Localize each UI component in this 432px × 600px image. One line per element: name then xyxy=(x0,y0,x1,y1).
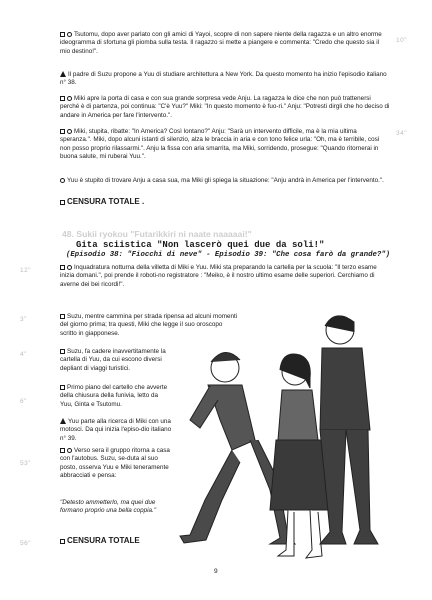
triangle-icon xyxy=(60,418,66,424)
scene-paragraph: Miki apre la porta di casa e con sua grande sorpresa vede Anju. La ragazza le dice che non può trattenersi perché è di partenza, poi continua: "C'è Yuu?" Miki: "In questo momento è fuo-ri." Anju: "Potresti dirgli che ho deciso di andare in America per fare l'intervento.". xyxy=(60,95,390,119)
timecode-marker: 53" xyxy=(20,460,32,467)
timecode-marker: 10" xyxy=(396,37,408,44)
timecode-marker: 12" xyxy=(20,267,32,274)
circle-icon xyxy=(67,32,72,37)
section-heading-japanese: 48. Sukii ryokou "Futarikkiri ni naate naaaaai!" xyxy=(62,229,252,239)
square-icon xyxy=(60,349,65,354)
scene-paragraph: Miki, stupita, ribatte: "In America? Così lontano?" Anju: "Sarà un intervento difficile, ma è la mia ultima speranza.". Miki, dopo alcuni istanti di silenzio, alza le braccia in aria e con tono felice urla: "Oh, ma è terribile, così non posso proprio rilassarmi.". Anju la fissa con aria smarrita, ma Miki, sorridendo, prosegue: "Quando ritornerai in buona salute, mi ruberai Yuu.". xyxy=(60,128,380,160)
quote-paragraph: "Detesto ammetterlo, ma quei due formano proprio una bella coppia." xyxy=(60,499,157,515)
square-icon xyxy=(60,129,65,134)
scene-paragraph: Suzu, mentre cammina per strada ripensa ad alcuni momenti del giorno prima; tra questi, Miki che legge il suo oroscopo scritto in giapponese. xyxy=(60,313,238,337)
timecode-marker: 4" xyxy=(20,351,27,358)
square-icon xyxy=(60,539,65,544)
timecode-marker: 3" xyxy=(20,316,27,323)
scene-paragraph: Suzu, fa cadere inavvertitamente la cartella di Yuu, da cui escono diversi depliant di viaggi turistici. xyxy=(60,348,166,372)
square-icon xyxy=(60,200,65,205)
character-illustration xyxy=(170,300,400,570)
square-icon xyxy=(60,265,65,270)
section-subtitle: (Episodio 38: "Fiocchi di neve" - Episodio 39: "Che cosa farò da grande?") xyxy=(66,251,391,259)
timecode-marker: 34" xyxy=(396,130,408,137)
scene-paragraph: Tsutomu, dopo aver parlato con gli amici di Yayoi, scopre di non sapere niente della ragazza e un altro enorme ideogramma di sfortuna gli piomba sulla testa. Il ragazzo si mette a piangere e commenta: "Credo che questo sia il mio destino!". xyxy=(60,31,382,55)
square-icon xyxy=(60,314,65,319)
scene-paragraph: Verso sera il gruppo ritorna a casa con l'autobus. Suzu, se-duta al suo posto, osserva Yuu e Miki teneramente abbracciati e pensa: xyxy=(60,447,170,479)
circle-icon xyxy=(67,265,72,270)
circle-icon xyxy=(67,129,72,134)
scene-paragraph: Il padre di Suzu propone a Yuu di studiare architettura a New York. Da questo momento ha inizio l'episodio italiano n° 38. xyxy=(60,71,387,87)
circle-icon xyxy=(67,96,72,101)
timecode-marker: 56" xyxy=(20,540,32,547)
scene-paragraph: Primo piano del cartello che avverte della chiusura della funivia, letto da Yuu, Ginta e Tsutomu. xyxy=(60,384,168,408)
timecode-marker: 6" xyxy=(20,398,27,405)
square-icon xyxy=(60,96,65,101)
square-icon xyxy=(60,32,65,37)
scene-paragraph: Yuu è stupito di trovare Anju a casa sua, ma Miki gli spiega la situazione: "Anju andrà in America per l'intervento.". xyxy=(60,177,390,185)
square-icon xyxy=(60,448,65,453)
scene-paragraph: Inquadratura notturna della villetta di Miki e Yuu. Miki sta preparando la cartella per la scuola: "Il terzo esame inizia domani.", poi prende il roboti-no registratore : "Meiko, è il nostro ultimo esame delle superiori. Cerchiamo di averne dei bei ricordi!". xyxy=(60,264,377,288)
scene-paragraph: Yuu parte alla ricerca di Miki con una motosci. Da qui inizia l'episo-dio italiano n° 39. xyxy=(60,418,172,442)
circle-icon xyxy=(60,178,65,183)
square-icon xyxy=(60,385,65,390)
page-number: 9 xyxy=(214,568,218,575)
triangle-icon xyxy=(60,71,66,77)
censura-label: CENSURA TOTALE xyxy=(60,537,200,545)
censura-label: CENSURA TOTALE . xyxy=(60,198,390,206)
section-title: Gita sciistica "Non lascerò quei due da soli!" xyxy=(76,240,325,250)
circle-icon xyxy=(67,448,72,453)
